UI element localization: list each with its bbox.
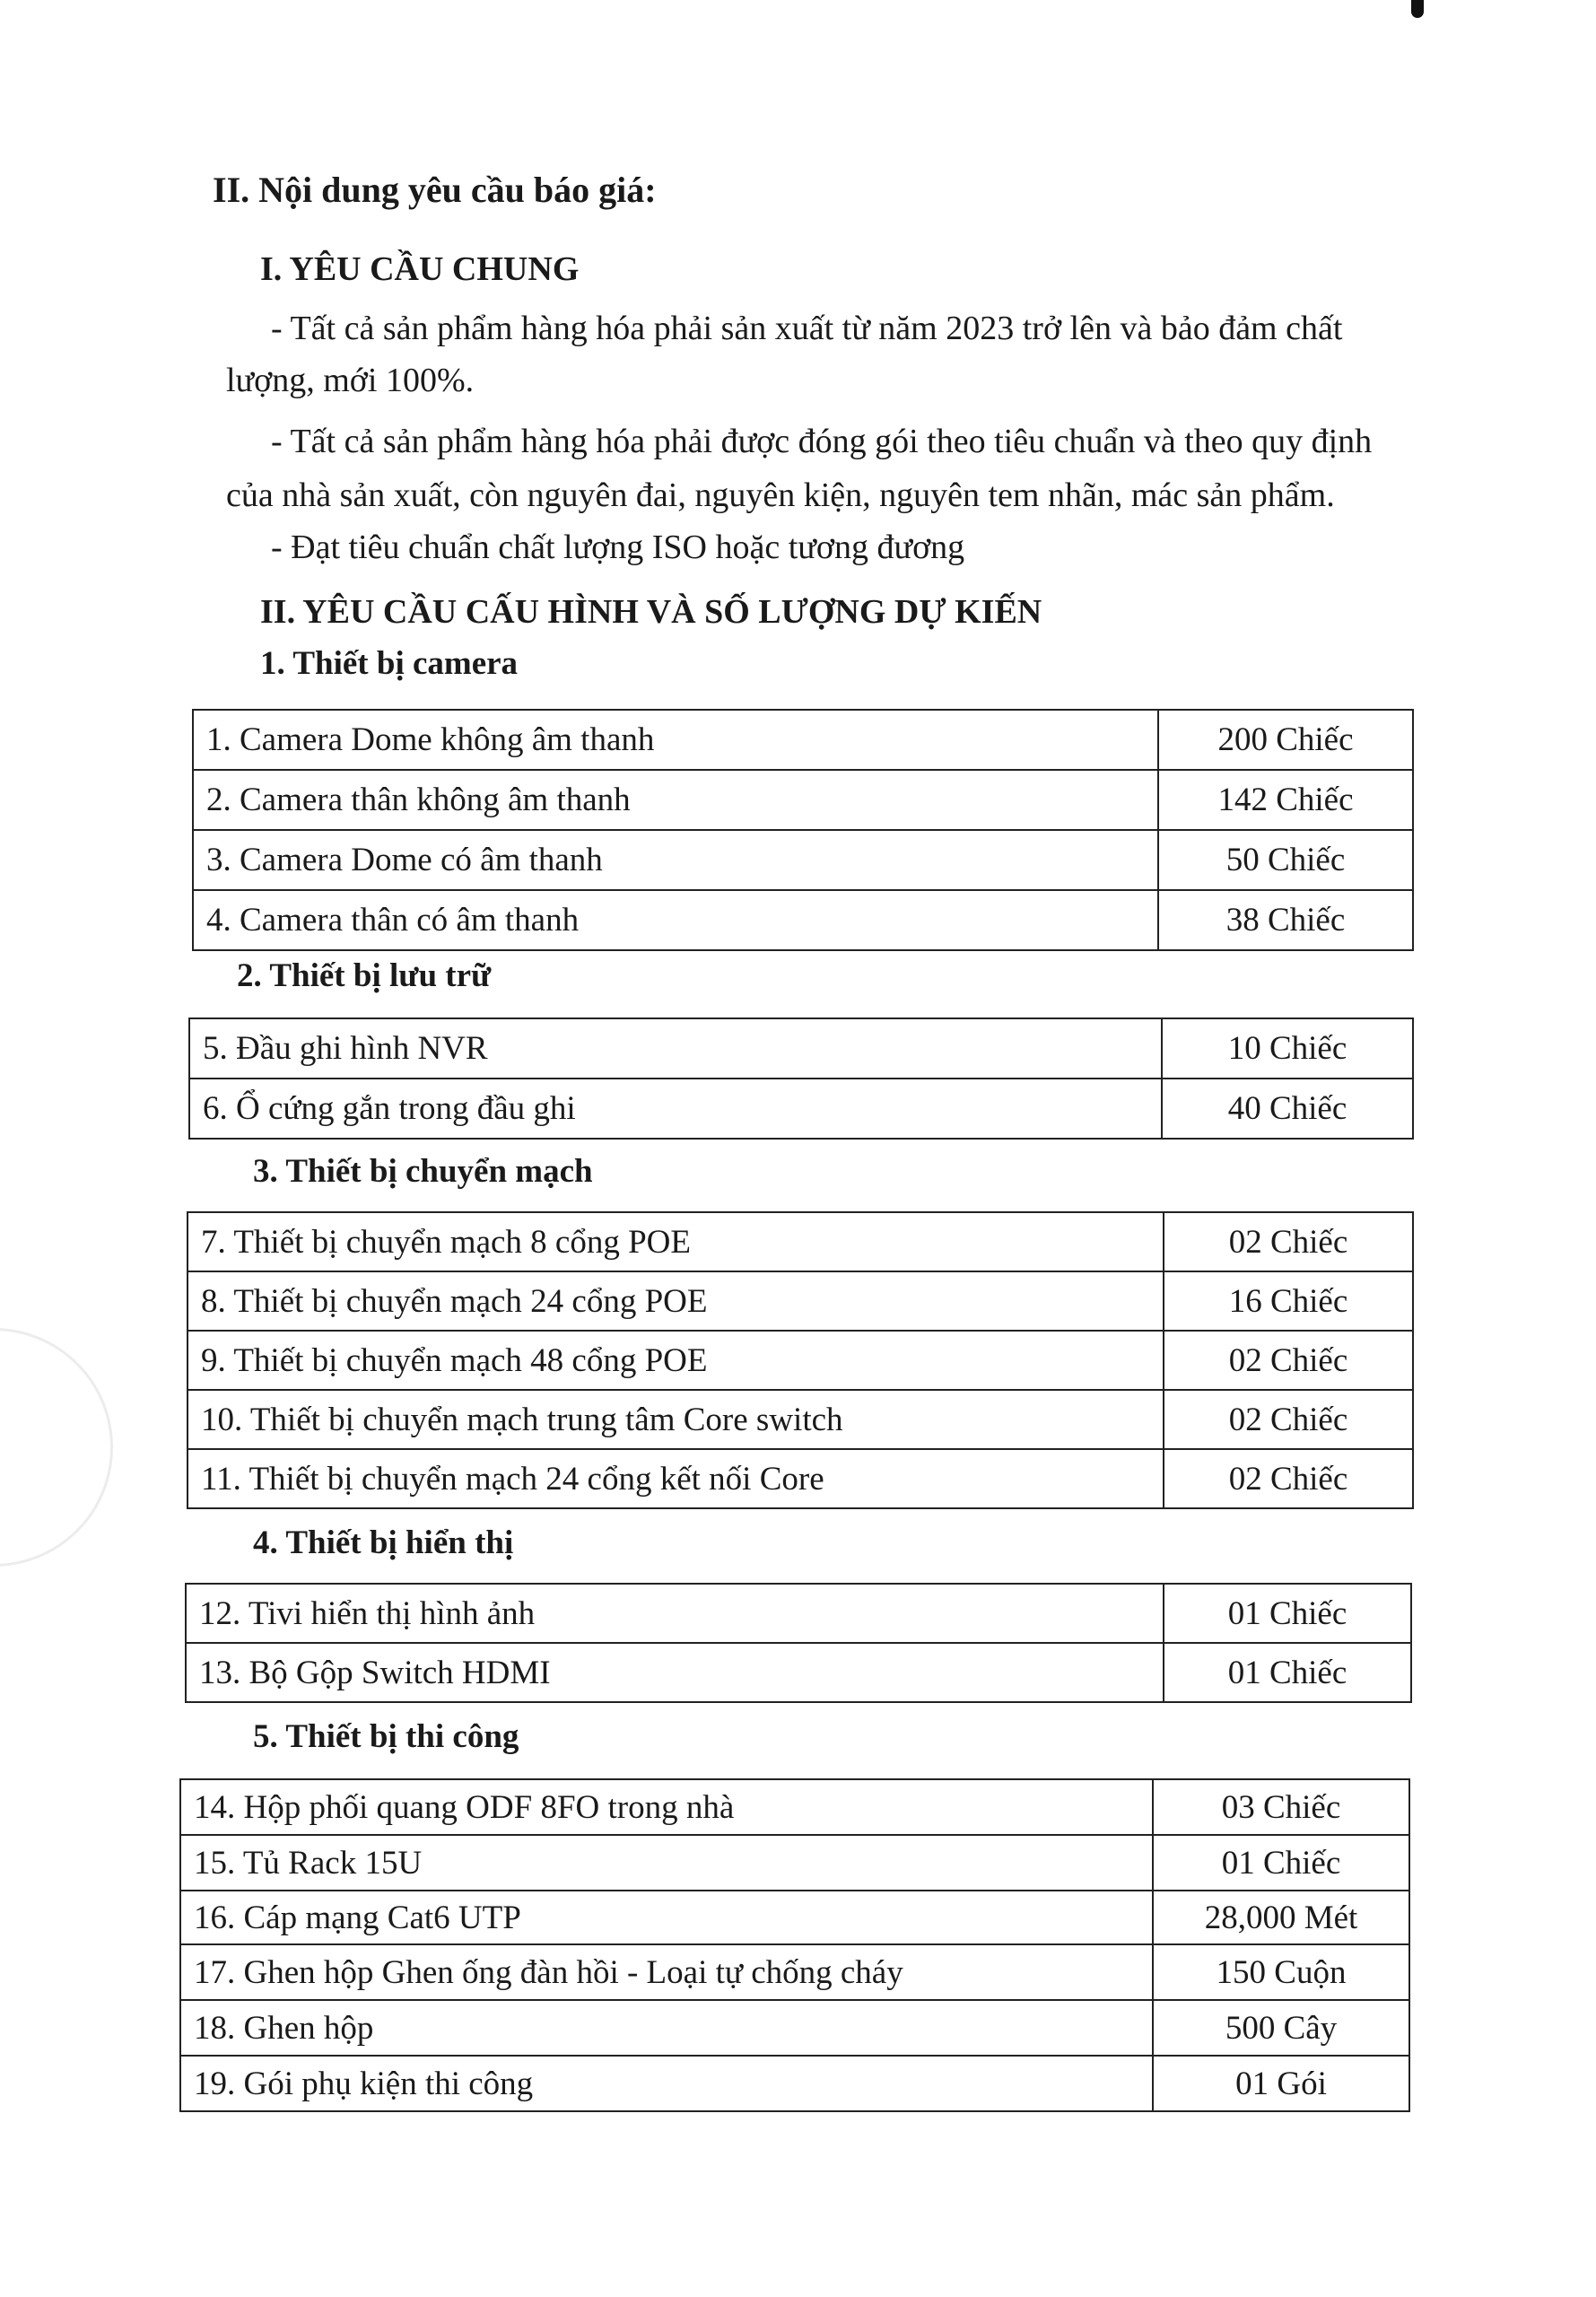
table-row [180, 2056, 1409, 2111]
table-storage [188, 1017, 1414, 1140]
item-name: 17. Ghen hộp Ghen ống đàn hồi - Loại tự chống cháy [180, 1944, 1153, 2000]
item-qty: 02 Chiếc [1164, 1449, 1413, 1508]
item-qty: 02 Chiếc [1164, 1212, 1413, 1271]
table-row [180, 1835, 1409, 1891]
group-title-switching: 3. Thiết bị chuyển mạch [253, 1153, 593, 1190]
item-name: 13. Bộ Gộp Switch HDMI [186, 1643, 1164, 1702]
item-qty: 03 Chiếc [1153, 1779, 1409, 1835]
group-title-camera: 1. Thiết bị camera [260, 645, 519, 682]
table-row [193, 830, 1413, 890]
paragraph: của nhà sản xuất, còn nguyên đai, nguyên kiện, nguyên tem nhãn, mác sản phẩm. [226, 476, 1335, 514]
item-name: 10. Thiết bị chuyển mạch trung tâm Core switch [188, 1390, 1164, 1449]
item-qty: 500 Cây [1153, 2000, 1409, 2056]
table-row [186, 1584, 1411, 1643]
item-qty: 02 Chiếc [1164, 1390, 1413, 1449]
table-row [188, 1212, 1413, 1271]
item-name: 19. Gói phụ kiện thi công [180, 2056, 1153, 2111]
item-qty: 50 Chiếc [1158, 830, 1413, 890]
table-row [193, 710, 1413, 770]
table-construction [179, 1778, 1410, 2112]
item-name: 7. Thiết bị chuyển mạch 8 cổng POE [188, 1212, 1164, 1271]
item-qty: 142 Chiếc [1158, 770, 1413, 830]
corner-mark [1411, 0, 1424, 18]
paragraph: lượng, mới 100%. [226, 362, 475, 399]
table-camera [192, 709, 1414, 951]
table-switching [187, 1211, 1414, 1509]
item-name: 8. Thiết bị chuyển mạch 24 cổng POE [188, 1271, 1164, 1331]
paragraph: - Tất cả sản phẩm hàng hóa phải sản xuất từ năm 2023 trở lên và bảo đảm chất [271, 310, 1343, 347]
item-name: 16. Cáp mạng Cat6 UTP [180, 1891, 1153, 1944]
table-row [180, 2000, 1409, 2056]
table-row [188, 1449, 1413, 1508]
main-heading: II. Nội dung yêu cầu báo giá: [213, 170, 657, 210]
table-row [180, 1944, 1409, 2000]
table-row [189, 1079, 1413, 1139]
item-name: 5. Đầu ghi hình NVR [189, 1018, 1162, 1079]
group-title-storage: 2. Thiết bị lưu trữ [237, 957, 492, 994]
item-name: 9. Thiết bị chuyển mạch 48 cổng POE [188, 1331, 1164, 1390]
item-qty: 38 Chiếc [1158, 890, 1413, 950]
item-qty: 01 Chiếc [1164, 1584, 1411, 1643]
paragraph: - Đạt tiêu chuẩn chất lượng ISO hoặc tương đương [271, 528, 965, 566]
table-row [180, 1779, 1409, 1835]
table-row [188, 1271, 1413, 1331]
table-row [188, 1390, 1413, 1449]
item-name: 14. Hộp phối quang ODF 8FO trong nhà [180, 1779, 1153, 1835]
item-name: 6. Ổ cứng gắn trong đầu ghi [189, 1079, 1162, 1139]
item-qty: 200 Chiếc [1158, 710, 1413, 770]
paragraph: - Tất cả sản phẩm hàng hóa phải được đóng gói theo tiêu chuẩn và theo quy định [271, 423, 1373, 460]
item-name: 3. Camera Dome có âm thanh [193, 830, 1158, 890]
table-row [193, 890, 1413, 950]
item-qty: 28,000 Mét [1153, 1891, 1409, 1944]
item-qty: 01 Gói [1153, 2056, 1409, 2111]
table-row [180, 1891, 1409, 1944]
item-qty: 01 Chiếc [1164, 1643, 1411, 1702]
item-qty: 02 Chiếc [1164, 1331, 1413, 1390]
item-name: 12. Tivi hiển thị hình ảnh [186, 1584, 1164, 1643]
item-name: 1. Camera Dome không âm thanh [193, 710, 1158, 770]
item-name: 11. Thiết bị chuyển mạch 24 cổng kết nối Core [188, 1449, 1164, 1508]
item-name: 2. Camera thân không âm thanh [193, 770, 1158, 830]
section1-title: I. YÊU CẦU CHUNG [260, 250, 580, 288]
table-row [188, 1331, 1413, 1390]
section2-title: II. YÊU CẦU CẤU HÌNH VÀ SỐ LƯỢNG DỰ KIẾN [260, 593, 1042, 631]
item-qty: 10 Chiếc [1162, 1018, 1413, 1079]
table-row [189, 1018, 1413, 1079]
group-title-display: 4. Thiết bị hiển thị [253, 1524, 514, 1561]
group-title-construction: 5. Thiết bị thi công [253, 1718, 519, 1755]
item-qty: 150 Cuộn [1153, 1944, 1409, 2000]
table-display [185, 1583, 1412, 1703]
item-qty: 40 Chiếc [1162, 1079, 1413, 1139]
item-name: 18. Ghen hộp [180, 2000, 1153, 2056]
table-row [186, 1643, 1411, 1702]
item-qty: 01 Chiếc [1153, 1835, 1409, 1891]
item-name: 15. Tủ Rack 15U [180, 1835, 1153, 1891]
item-name: 4. Camera thân có âm thanh [193, 890, 1158, 950]
table-row [193, 770, 1413, 830]
faint-stamp [0, 1328, 113, 1567]
item-qty: 16 Chiếc [1164, 1271, 1413, 1331]
